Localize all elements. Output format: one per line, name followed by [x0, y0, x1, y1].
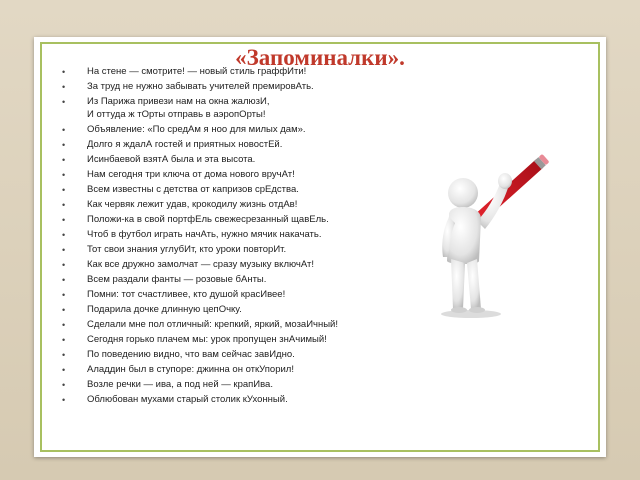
- list-item: [56, 394, 416, 407]
- list-item: [56, 124, 416, 137]
- list-item-line: • Как все дружно замолчат — сразу музыку включАт!: [87, 258, 314, 270]
- list-item-line: • Из Парижа привези нам на окна жалюзИ,: [87, 96, 270, 107]
- list-item: [56, 364, 416, 377]
- mnemonic-list: [56, 66, 416, 409]
- list-item-line: • Возле речки — ива, а под ней — крапИва.: [87, 378, 273, 390]
- list-item-line: • Чтоб в футбол играть начАть, нужно мячик накачать.: [87, 228, 322, 240]
- list-item-line: • За труд не нужно забывать учителей премировАть.: [87, 81, 314, 92]
- list-item-line: • На стене — смотрите! — новый стиль граффИти!: [87, 66, 307, 77]
- list-item: [56, 214, 416, 227]
- list-item-line: • Исинбаевой взятА была и эта высота.: [87, 153, 256, 165]
- list-item: [56, 334, 416, 347]
- list-item-line: • Помни: тот счастливее, кто душой красИвее!: [87, 288, 286, 300]
- slide-title: «Запоминалки».: [235, 45, 405, 70]
- list-item-line: • Аладдин был в ступоре: джинна он откУпорил!: [87, 363, 294, 375]
- list-item-line: • По поведению видно, что вам сейчас завИдно.: [87, 348, 295, 360]
- list-item: [56, 96, 416, 121]
- list-item: [56, 304, 416, 317]
- list-item-line: • Подарила дочке длинную цепОчку.: [87, 303, 242, 315]
- list-item-line: • Всем известны с детства от капризов срЕдства.: [87, 183, 299, 195]
- list-item: [56, 81, 416, 94]
- list-item: [56, 154, 416, 167]
- list-item: [56, 244, 416, 257]
- list-item: [56, 139, 416, 152]
- list-item: [56, 259, 416, 272]
- list-item-line: • Положи-ка в свой портфЕль свежесрезанный щавЕль.: [87, 213, 329, 225]
- list-item-line: • Сегодня горько плачем мы: урок пропущен знАчимый!: [87, 333, 327, 345]
- list-item-line: • Нам сегодня три ключа от дома нового вручАт!: [87, 168, 295, 180]
- list-item: [56, 184, 416, 197]
- list-item-line: • Тот свои знания углубИт, кто уроки повторИт.: [87, 243, 287, 255]
- illustration-figure-with-pencil: [419, 149, 559, 326]
- list-item: [56, 289, 416, 302]
- figure-with-pencil-icon: [419, 149, 559, 326]
- slide-card: [34, 37, 606, 457]
- list-item: [56, 319, 416, 332]
- list-item: [56, 66, 416, 79]
- list-item-line: • Облюбован мухами старый столик кУхонный.: [87, 393, 288, 405]
- list-item: [56, 379, 416, 392]
- list-item-line: • Как червяк лежит удав, крокодилу жизнь отдАв!: [87, 198, 298, 210]
- list-item: [56, 199, 416, 212]
- list-item: [56, 274, 416, 287]
- list-item-line: • Долго я ждалА гостей и приятных новостЕй.: [87, 138, 283, 150]
- list-item-line: • Сделали мне пол отличный: крепкий, яркий, мозаИчный!: [87, 318, 339, 330]
- list-item: [56, 349, 416, 362]
- list-item-line: И оттуда ж тОрты отправь в аэропОрты!: [87, 108, 266, 120]
- list-item-line: • Объявление: «По средАм я ноо для милых дам».: [87, 123, 306, 135]
- list-item-line: • Всем раздали фанты — розовые бАнты.: [87, 273, 267, 285]
- list-item: [56, 229, 416, 242]
- list-item: [56, 169, 416, 182]
